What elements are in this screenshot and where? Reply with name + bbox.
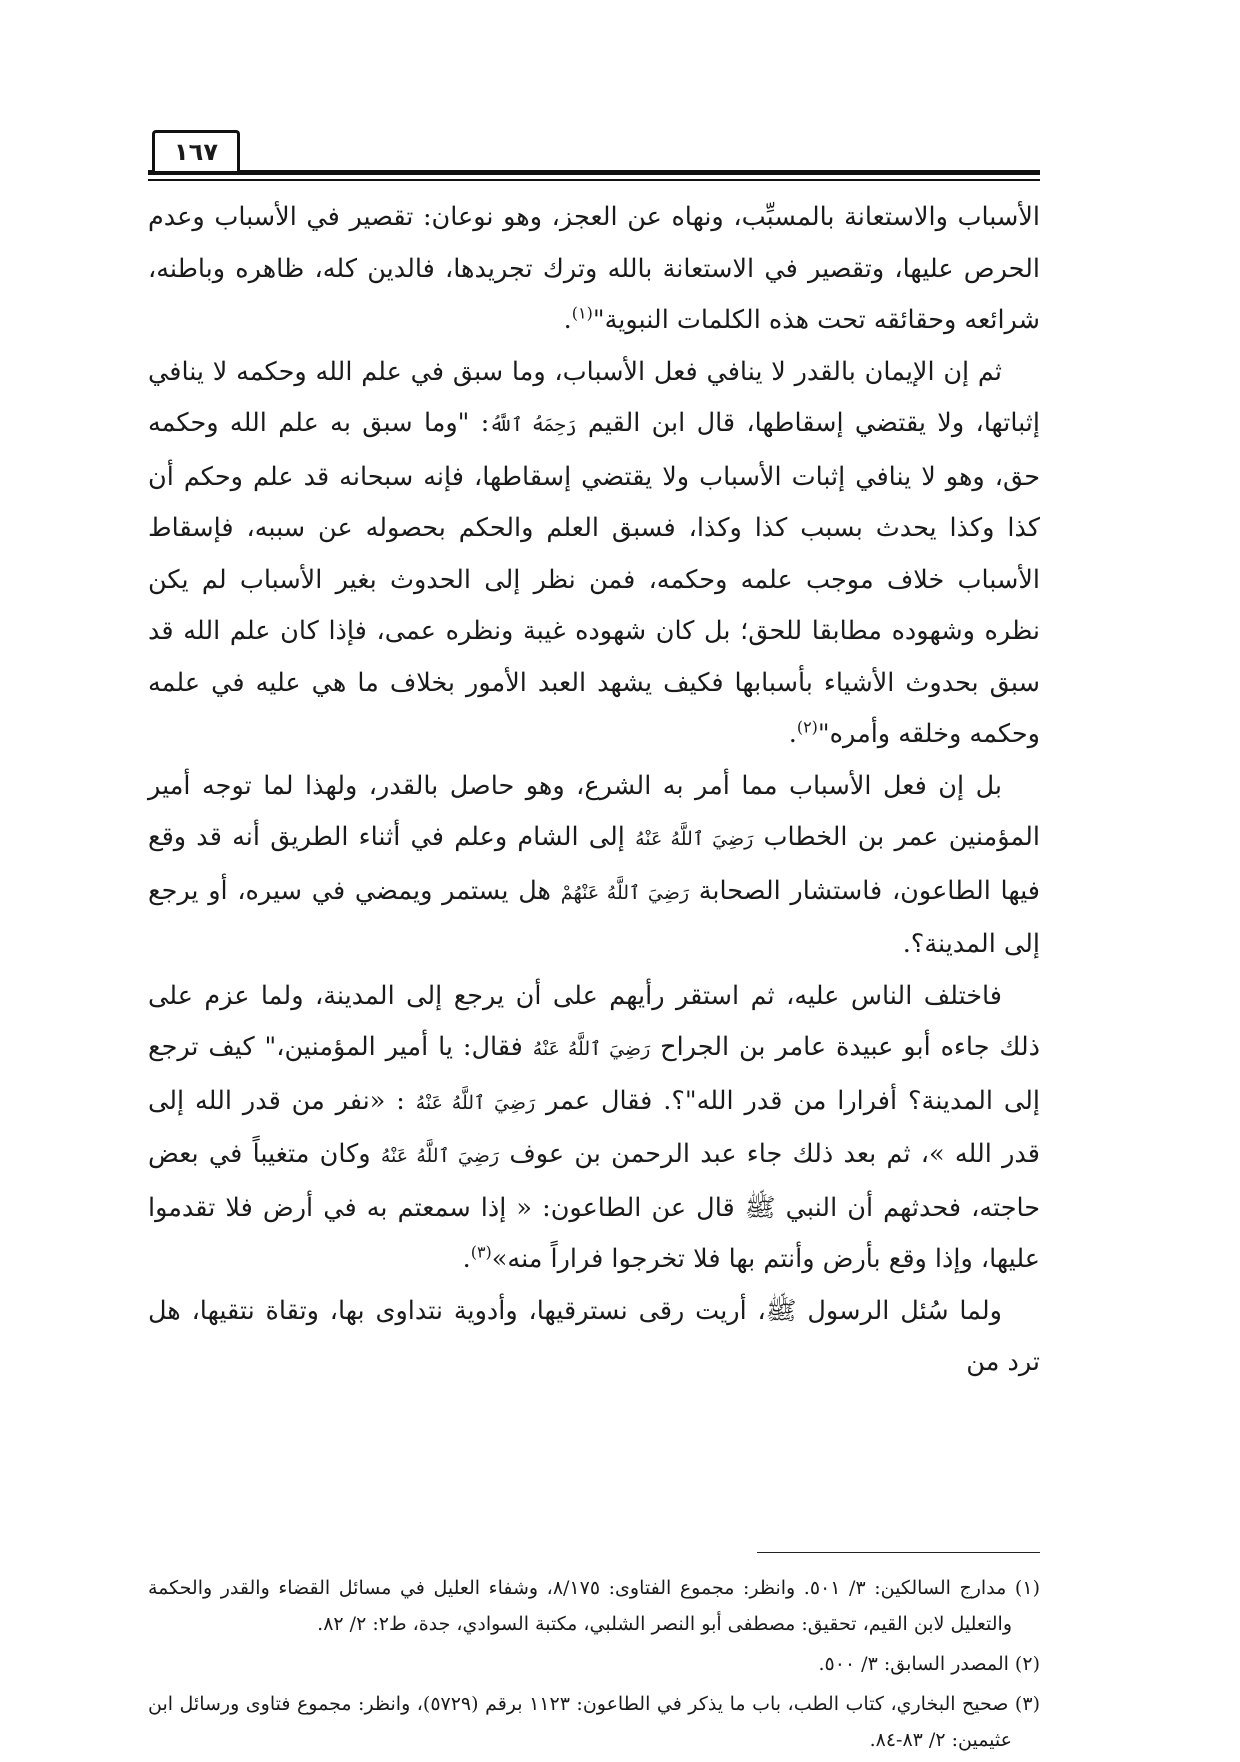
paragraph-text: وكان متغيباً في بعض حاجته، فحدثهم أن النبي xyxy=(148,1139,1040,1223)
paragraph-text: : «نفر من قدر الله إلى قدر الله »، ثم بعد ذلك جاء عبد الرحمن بن عوف xyxy=(148,1085,1040,1169)
paragraph-text: بل إن فعل الأسباب مما أمر به الشرع، وهو حاصل بالقدر، ولهذا لما توجه أمير المؤمنين عمر بن الخطاب xyxy=(148,770,1040,852)
paragraph-text: إلى الشام وعلم في أثناء الطريق أنه قد وقع فيها الطاعون، فاستشار الصحابة xyxy=(148,822,1040,906)
footnotes xyxy=(148,1570,1040,1762)
paragraph-text: ثم إن الإيمان بالقدر لا ينافي فعل الأسباب، وما سبق في علم الله وحكمه لا ينافي إثباتها، ولا يقتضي إسقاطها، قال ابن القيم xyxy=(148,356,1040,438)
honorific-radiallahu-anhu: رَضِيَ ٱللَّهُ عَنْهُ xyxy=(380,1145,500,1167)
honorific-salla-allahu-alayhi: ﷺ xyxy=(765,1295,797,1326)
paragraph-text: قال عن الطاعون: « إذا سمعتم به في أرض فلا تقدموا عليها، وإذا وقع بأرض وأنتم بها فلا تخرجوا فراراً منه» xyxy=(148,1192,1040,1274)
paragraph-text: فقال: يا أمير المؤمنين،" كيف ترجع إلى المدينة؟ أفرارا من قدر الله"؟. فقال عمر xyxy=(148,1032,1040,1116)
honorific-radiallahu-anhu: رَضِيَ ٱللَّهُ عَنْهُ xyxy=(415,1091,536,1114)
paragraph-tail: . xyxy=(788,719,797,749)
honorific-radiallahu-anhu: رَضِيَ ٱللَّهُ عَنْهُ xyxy=(532,1038,651,1060)
honorific-radiallahu-anhum: رَضِيَ ٱللَّهُ عَنْهُمْ xyxy=(560,881,689,904)
page-header xyxy=(148,130,1040,186)
footnote-separator xyxy=(757,1552,1040,1553)
paragraph-text: هل يستمر ويمضي في سيره، أو يرجع إلى المدينة؟. xyxy=(148,875,1040,959)
paragraph-text: ، أريت رقى نسترقيها، وأدوية نتداوى بها، وتقاة نتقيها، هل ترد من xyxy=(148,1295,1040,1377)
paragraph-4 xyxy=(148,971,1040,1286)
footnote-3: (٣) صحيح البخاري، كتاب الطب، باب ما يذكر في الطاعون: ١١٢٣ برقم (٥٧٢٩)، وانظر: مجموع فتاوى ورسائل ابن عثيمين: ٢/ ٨٣-٨٤. xyxy=(148,1693,1040,1751)
paragraph-2 xyxy=(148,347,1040,761)
paragraph-tail: . xyxy=(563,305,572,335)
footnote-ref-2[interactable]: (٢) xyxy=(796,717,818,737)
header-rule-thick xyxy=(148,170,1040,175)
page-number: ١٦٧ xyxy=(152,130,240,171)
paragraph-text: ولما سُئل الرسول xyxy=(796,1295,1002,1326)
honorific-rahimahullah: رَحِمَهُ ٱللَّهُ xyxy=(489,414,577,436)
paragraph-5 xyxy=(148,1286,1040,1389)
paragraph-3 xyxy=(148,761,1040,971)
footnote-2: (٢) المصدر السابق: ٣/ ٥٠٠. xyxy=(818,1653,1040,1675)
paragraph-tail: . xyxy=(462,1244,471,1274)
paragraph-text: الأسباب والاستعانة بالمسبِّب، ونهاه عن العجز، وهو نوعان: تقصير في الأسباب وعدم الحرص عليها، وتقصير في الاستعانة بالله وترك تجريدها، فالدين كله، ظاهره وباطنه، شرائعه وحقائقه تحت هذه الكلمات النبوية" xyxy=(148,202,1040,335)
body-text xyxy=(148,192,1040,1389)
footnote-ref-3[interactable]: (٣) xyxy=(470,1242,492,1262)
paragraph-text: : "وما سبق به علم الله وحكمه حق، وهو لا ينافي إثبات الأسباب ولا يقتضي إسقاطها، فإنه سبحانه قد علم وحكم أن كذا وكذا يحدث بسبب كذا وكذا، فسبق العلم والحكم بحصوله عن سببه، فإسقاط الأسباب خلاف موجب علمه وحكمه، فمن نظر إلى الحدوث بغير الأسباب لم يكن نظره وشهوده مطابقا للحق؛ بل كان شهوده غيبة ونظره عمى، فإذا كان علم الله قد سبق بحدوث الأشياء بأسبابها فكيف يشهد العبد الأمور بخلاف ما هي عليه في علمه وحكمه وخلقه وأمره" xyxy=(148,408,1040,749)
footnote-ref-1[interactable]: (١) xyxy=(571,303,593,323)
paragraph-text: فاختلف الناس عليه، ثم استقر رأيهم على أن يرجع إلى المدينة، ولما عزم على ذلك جاءه أبو عبيدة عامر بن الجراح xyxy=(148,980,1040,1062)
footnote-1: (١) مدارج السالكين: ٣/ ٥٠١. وانظر: مجموع الفتاوى: ٨/١٧٥، وشفاء العليل في مسائل القضاء والقدر والحكمة والتعليل لابن القيم، تحقيق: مصطفى أبو النصر الشلبي، مكتبة السوادي، جدة، ط٢: ٢/ ٨٢. xyxy=(148,1577,1040,1635)
honorific-salla-allahu-alayhi: ﷺ xyxy=(744,1192,776,1223)
paragraph-1 xyxy=(148,192,1040,347)
header-rule-thin xyxy=(148,179,1040,181)
honorific-radiallahu-anhu: رَضِيَ ٱللَّهُ عَنْهُ xyxy=(635,828,754,850)
